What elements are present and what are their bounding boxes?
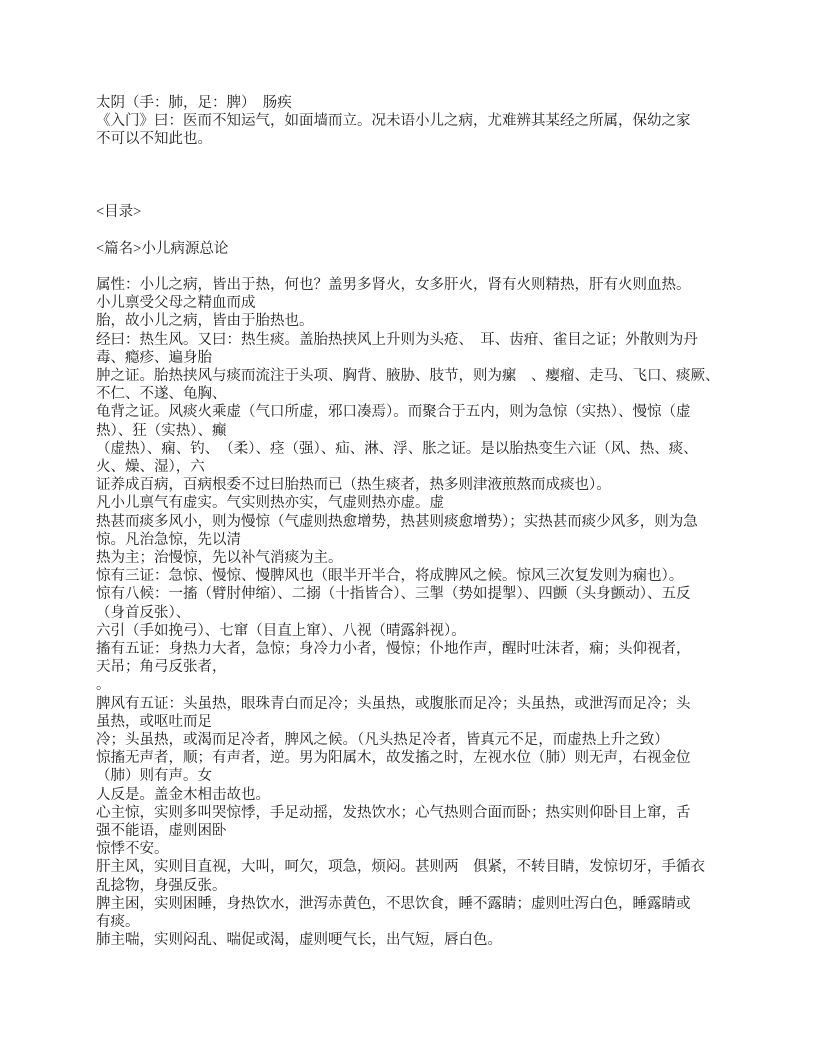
- text-line: （肺）则有声。女: [96, 768, 212, 785]
- text-line: 。: [96, 677, 111, 694]
- document-text-body: [96, 94, 746, 949]
- text-line: 胎，故小儿之病，皆由于胎热也。: [96, 313, 314, 330]
- text-line: <目录>: [96, 204, 142, 221]
- text-line: 热为主；治慢惊，先以补气消痰为主。: [96, 550, 343, 566]
- text-line: 肺主喘，实则闷乱、喘促或渴，虚则哽气长，出气短，唇白色。: [96, 932, 502, 949]
- text-line: 龟背之证。风痰火乘虚（气口所虚，邪口凑焉）。而聚合于五内，则为急惊（实热）、慢惊（虚: [96, 404, 691, 421]
- text-line: 热甚而痰多风小，则为慢惊（气虚则热愈增势，热甚则痰愈增势）；实热甚而痰少风多，则为急: [96, 513, 698, 530]
- text-line: 火、燥、湿），六: [96, 458, 205, 475]
- text-line: 惊悸不安。: [96, 841, 169, 858]
- text-line: 经曰：热生风。又曰：热生痰。盖胎热挟风上升则为头疮、 耳、齿疳、雀目之证；外散则为丹: [96, 331, 698, 348]
- text-line: 热）、狂（实热）、癫: [96, 422, 227, 439]
- text-line: 强不能语，虚则困卧: [96, 823, 227, 840]
- text-line: 脾风有五证：头虽热，眼珠青白而足冷；头虽热，或腹胀而足冷；头虽热，或泄泻而足冷；头: [96, 695, 691, 712]
- text-line: [96, 167, 746, 185]
- text-line: 有痰。: [96, 914, 140, 931]
- text-line: 冷；头虽热，或渴而足冷者，脾风之候。（凡头热足冷者，皆真元不足，而虚热上升之致）: [96, 732, 669, 749]
- text-line: [96, 221, 746, 239]
- text-line: （身首反张）、: [96, 604, 191, 621]
- text-line: [96, 258, 746, 276]
- text-line: 凡小儿禀气有虚实。气实则热亦实，气虚则热亦虚。虚: [96, 495, 444, 512]
- text-line: <篇名>小儿病源总论: [96, 240, 229, 257]
- text-line: [96, 149, 746, 167]
- text-line: 脾主困，实则困睡，身热饮水，泄泻赤黄色，不思饮食，睡不露睛；虚则吐泻白色，睡露睛或: [96, 895, 691, 912]
- text-line: [96, 185, 746, 203]
- text-line: （虚热）、痫、钓、 （柔）、痉（强）、疝、淋、浮、胀之证。是以胎热变生六证（风、热、痰、: [96, 440, 698, 457]
- text-line: 不可以不知此也。: [96, 131, 212, 148]
- text-line: 惊有三证：急惊、慢惊、慢脾风也（眼半开半合，将成脾风之候。惊风三次复发则为痫也）。: [96, 568, 684, 585]
- text-line: 天吊；角弓反张者，: [96, 659, 227, 676]
- text-line: 小儿禀受父母之精血而成: [96, 295, 256, 312]
- text-line: 惊。凡治急惊，先以清: [96, 531, 241, 548]
- text-line: 肿之证。胎热挟风与痰而流注于头项、胸背、腋胁、肢节，则为瘰 、瘿瘤、走马、飞口、痰厥、: [96, 367, 720, 384]
- text-line: 太阴（手：肺，足：脾） 肠疾: [96, 95, 292, 111]
- text-line: 乱捻物，身强反张。: [96, 877, 227, 894]
- text-line: 不仁、不遂、龟胸、: [96, 386, 227, 403]
- text-line: 肝主风，实则目直视，大叫，呵欠，项急，烦闷。甚则两 俱紧，不转目睛，发惊切牙，手循衣: [96, 859, 705, 876]
- text-line: 心主惊，实则多叫哭惊悸，手足动摇，发热饮水；心气热则合面而卧；热实则仰卧目上窜，舌: [96, 804, 691, 821]
- text-line: 惊搐无声者，顺；有声者，逆。男为阳属木，故发搐之时，左视水位（肺）则无声，右视金位: [96, 750, 691, 767]
- text-line: 虽热，或呕吐而足: [96, 713, 212, 730]
- text-line: 人反是。盖金木相击故也。: [96, 786, 270, 803]
- text-line: 六引（手如挽弓）、七窜（目直上窜）、八视（晴露斜视）。: [96, 622, 466, 639]
- text-line: 属性：小儿之病，皆出于热，何也？盖男多肾火，女多肝火，肾有火则精热，肝有火则血热。: [96, 276, 691, 293]
- text-line: 搐有五证：身热力大者，急惊；身冷力小者，慢惊；仆地作声，醒时吐沫者，痫；头仰视者，: [96, 641, 691, 658]
- text-line: 毒、瘾疹、遍身胎: [96, 349, 212, 366]
- text-line: 证养成百病，百病根委不过曰胎热而已（热生痰者，热多则津液煎熬而成痰也）。: [96, 477, 611, 494]
- text-line: 《入门》曰：医而不知运气，如面墙而立。况未语小儿之病，尤难辨其某经之所属，保幼之家: [96, 113, 691, 130]
- text-line: 惊有八候：一搐（臂肘伸缩）、二搦（十指皆合）、三掣（势如提掣）、四颤（头身颤动）、五反: [96, 586, 691, 603]
